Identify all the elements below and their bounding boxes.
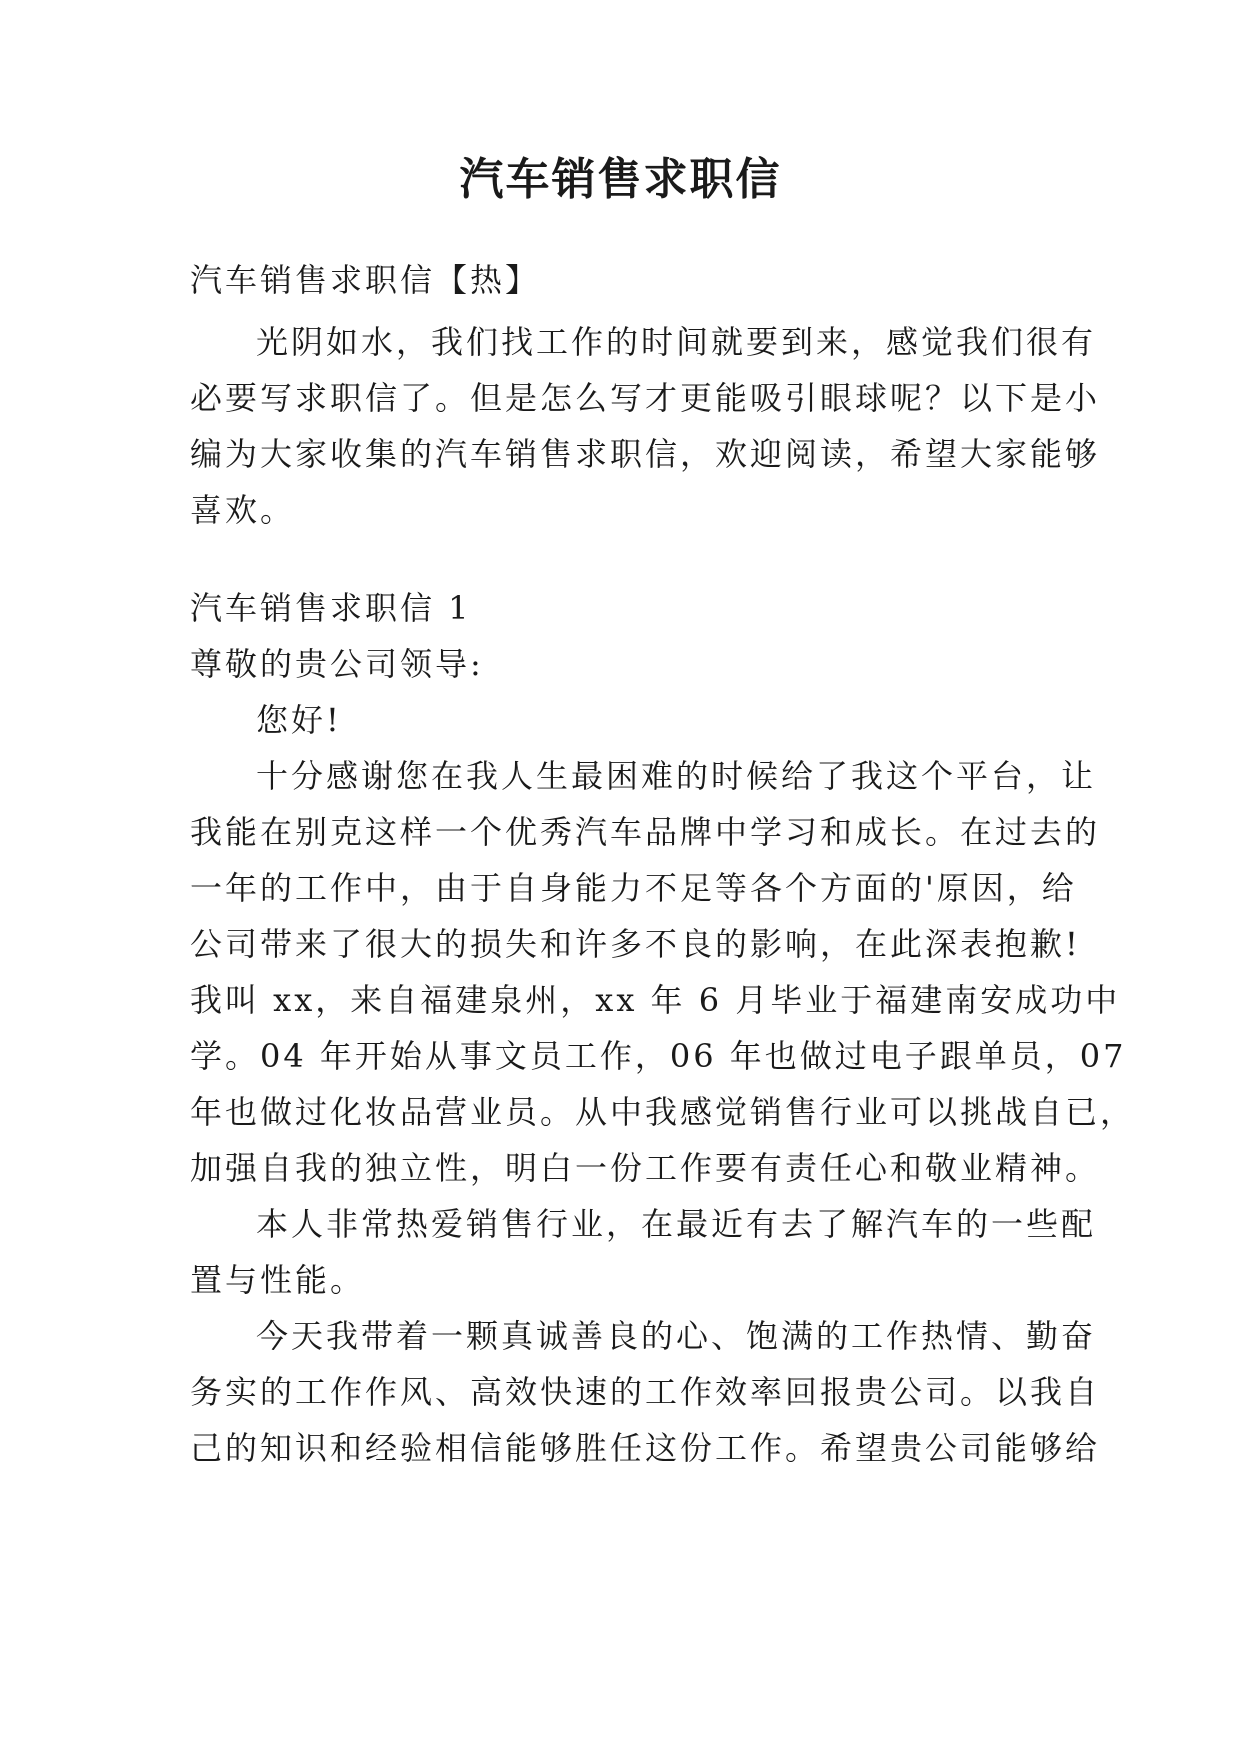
paragraph-line: 我能在别克这样一个优秀汽车品牌中学习和成长。在过去的 xyxy=(190,813,1101,851)
paragraph-line: 年也做过化妆品营业员。从中我感觉销售行业可以挑战自已， xyxy=(190,1093,1136,1131)
paragraph-line: 学。04 年开始从事文员工作，06 年也做过电子跟单员，07 xyxy=(190,1037,1127,1075)
paragraph-line: 必要写求职信了。但是怎么写才更能吸引眼球呢？以下是小 xyxy=(190,379,1101,417)
paragraph-line: 今天我带着一颗真诚善良的心、饱满的工作热情、勤奋 xyxy=(256,1317,1097,1355)
salutation: 尊敬的贵公司领导: xyxy=(190,645,484,683)
paragraph-line: 编为大家收集的汽车销售求职信，欢迎阅读，希望大家能够 xyxy=(190,435,1101,473)
paragraph-line: 务实的工作作风、高效快速的工作效率回报贵公司。以我自 xyxy=(190,1373,1101,1411)
section-heading: 汽车销售求职信【热】 xyxy=(190,261,541,299)
document-title: 汽车销售求职信 xyxy=(459,154,782,205)
paragraph-line: 十分感谢您在我人生最困难的时候给了我这个平台，让 xyxy=(256,757,1097,795)
paragraph-line: 加强自我的独立性，明白一份工作要有责任心和敬业精神。 xyxy=(190,1149,1101,1187)
paragraph-line: 一年的工作中，由于自身能力不足等各个方面的'原因，给 xyxy=(190,869,1077,907)
paragraph-line: 己的知识和经验相信能够胜任这份工作。希望贵公司能够给 xyxy=(190,1429,1101,1467)
section-heading: 汽车销售求职信 1 xyxy=(190,589,472,627)
greeting: 您好! xyxy=(256,701,342,739)
paragraph-line: 本人非常热爱销售行业，在最近有去了解汽车的一些配 xyxy=(256,1205,1097,1243)
paragraph-line: 光阴如水，我们找工作的时间就要到来，感觉我们很有 xyxy=(256,323,1097,361)
paragraph-line: 喜欢。 xyxy=(190,491,296,529)
paragraph-line: 置与性能。 xyxy=(190,1261,366,1299)
paragraph-line: 公司带来了很大的损失和许多不良的影响，在此深表抱歉! xyxy=(190,925,1081,963)
paragraph-line: 我叫 xx，来自福建泉州，xx 年 6 月毕业于福建南安成功中 xyxy=(190,981,1121,1019)
